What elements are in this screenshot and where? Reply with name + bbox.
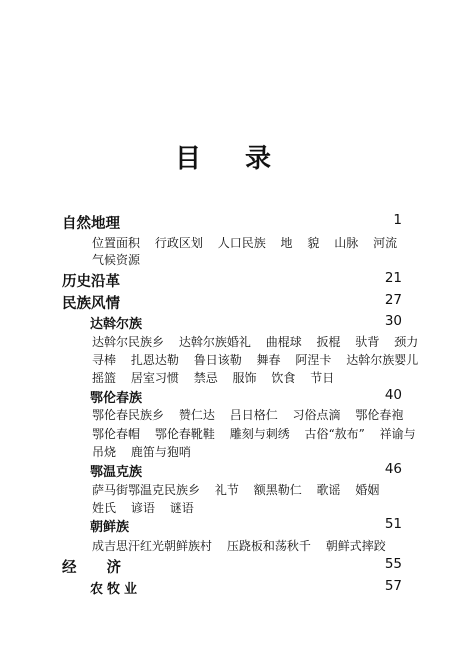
toc-entry-title: 农牧业: [90, 582, 142, 597]
toc-subitem: 婚姻: [355, 483, 380, 497]
toc-subitem: 气候资源: [92, 253, 141, 267]
toc-subitems: [92, 351, 429, 368]
toc-subitem: 扎恩达勒: [130, 353, 179, 367]
toc-subitem: 达斡尔族婚礼: [178, 335, 251, 349]
toc-subitem: 礼节: [214, 483, 239, 497]
toc-subitem: 地: [280, 236, 293, 250]
toc-subitem: 鄂伦春袍: [355, 408, 404, 422]
toc-subitem: 舞春: [256, 353, 281, 367]
toc-subitems: [92, 425, 427, 442]
toc-subitem: 鹿笛与狍哨: [130, 445, 191, 459]
toc-subitem: 寻棒: [92, 353, 117, 367]
toc-entry-page: 46: [384, 461, 402, 477]
toc-subitem: 摇篮: [92, 371, 117, 385]
toc-entry-page: 55: [384, 556, 402, 572]
toc-subitem: 颈力: [394, 335, 419, 349]
toc-entry[interactable]: [0, 516, 450, 538]
toc-subitem: 人口民族: [217, 236, 266, 250]
toc-subitem: 饮食: [271, 371, 296, 385]
page-title: [175, 138, 271, 175]
toc-subitem: 居室习惯: [130, 371, 179, 385]
toc-subitem: 习俗点滴: [292, 408, 341, 422]
toc-subitem: 禁忌: [193, 371, 218, 385]
toc-subitem: 吊烧: [92, 445, 117, 459]
toc-subitem: 古俗“敖布”: [304, 427, 365, 441]
title-char-1: 目: [175, 144, 202, 174]
toc-subitem: 谜语: [169, 501, 194, 515]
toc-entry-page: 1: [393, 212, 402, 228]
toc-subitem: 祥谕与: [379, 427, 416, 441]
toc-subitem: 姓氏: [92, 501, 117, 515]
toc-subitems: [92, 443, 202, 460]
toc-subitems: [92, 481, 390, 498]
toc-subitem: 赞仁达: [178, 408, 215, 422]
toc-subitem: 歌谣: [316, 483, 341, 497]
toc-entry-title: 自然地理: [62, 215, 120, 232]
toc-entry-page: 27: [384, 292, 402, 308]
toc-subitem: 达斡尔族婴儿: [346, 353, 419, 367]
toc-entry[interactable]: [0, 578, 450, 600]
toc-subitem: 鄂伦春帽: [92, 427, 141, 441]
toc-subitem: 额黑勒仁: [253, 483, 302, 497]
toc-subitems: [92, 234, 408, 251]
toc-entry[interactable]: [0, 292, 450, 314]
toc-entry-title: 历史沿革: [62, 273, 120, 290]
toc-entry-page: 30: [384, 313, 402, 329]
toc-entry[interactable]: [0, 556, 450, 578]
toc-subitems: [92, 537, 397, 554]
toc-subitem: 曲棍球: [265, 335, 302, 349]
toc-entry-page: 57: [384, 578, 402, 594]
toc-entry-title: 民族风情: [62, 295, 120, 312]
toc-subitem: 萨马街鄂温克民族乡: [92, 483, 201, 497]
toc-subitem: 扳棍: [316, 335, 341, 349]
toc-entry-title: 经济: [62, 559, 151, 576]
toc-subitem: 朝鲜式摔跤: [325, 539, 386, 553]
toc-subitems: [92, 369, 345, 386]
toc-entry-title: 鄂伦春族: [90, 391, 143, 406]
toc-entry-title: 达斡尔族: [90, 317, 143, 332]
toc-subitem: 河流: [373, 236, 398, 250]
toc-entry[interactable]: [0, 461, 450, 483]
toc-subitem: 山脉: [334, 236, 359, 250]
toc-entry-page: 51: [384, 516, 402, 532]
toc-subitems: [92, 333, 429, 350]
title-char-2: 录: [245, 144, 272, 174]
toc-entry-page: 40: [384, 387, 402, 403]
toc-subitems: [92, 406, 414, 423]
toc-entry-page: 21: [384, 270, 402, 286]
toc-subitem: 行政区划: [154, 236, 203, 250]
toc-subitem: 谚语: [130, 501, 155, 515]
toc-subitem: 位置面积: [92, 236, 141, 250]
toc-subitems: [92, 499, 205, 516]
toc-entry[interactable]: [0, 270, 450, 292]
toc-entry-title: 朝鲜族: [90, 520, 130, 535]
toc-subitem: 阿涅卡: [295, 353, 332, 367]
toc-subitem: 压跷板和荡秋千: [226, 539, 311, 553]
toc-subitem: 驮背: [355, 335, 380, 349]
toc-subitem: 鲁日该勒: [193, 353, 242, 367]
toc-subitem: 节日: [310, 371, 335, 385]
toc-subitem: 貌: [307, 236, 320, 250]
toc-subitem: 服饰: [232, 371, 257, 385]
toc-subitems: [92, 251, 151, 268]
toc-subitem: 雕刻与刺绣: [229, 427, 290, 441]
toc-entry[interactable]: [0, 212, 450, 234]
toc-entry[interactable]: [0, 313, 450, 335]
toc-subitem: 鄂伦春靴鞋: [154, 427, 215, 441]
toc-subitem: 达斡尔民族乡: [92, 335, 165, 349]
toc-subitem: 成吉思汗红光朝鲜族村: [92, 539, 213, 553]
toc-entry-title: 鄂温克族: [90, 465, 143, 480]
toc-subitem: 吕日格仁: [229, 408, 278, 422]
toc-subitem: 鄂伦春民族乡: [92, 408, 165, 422]
